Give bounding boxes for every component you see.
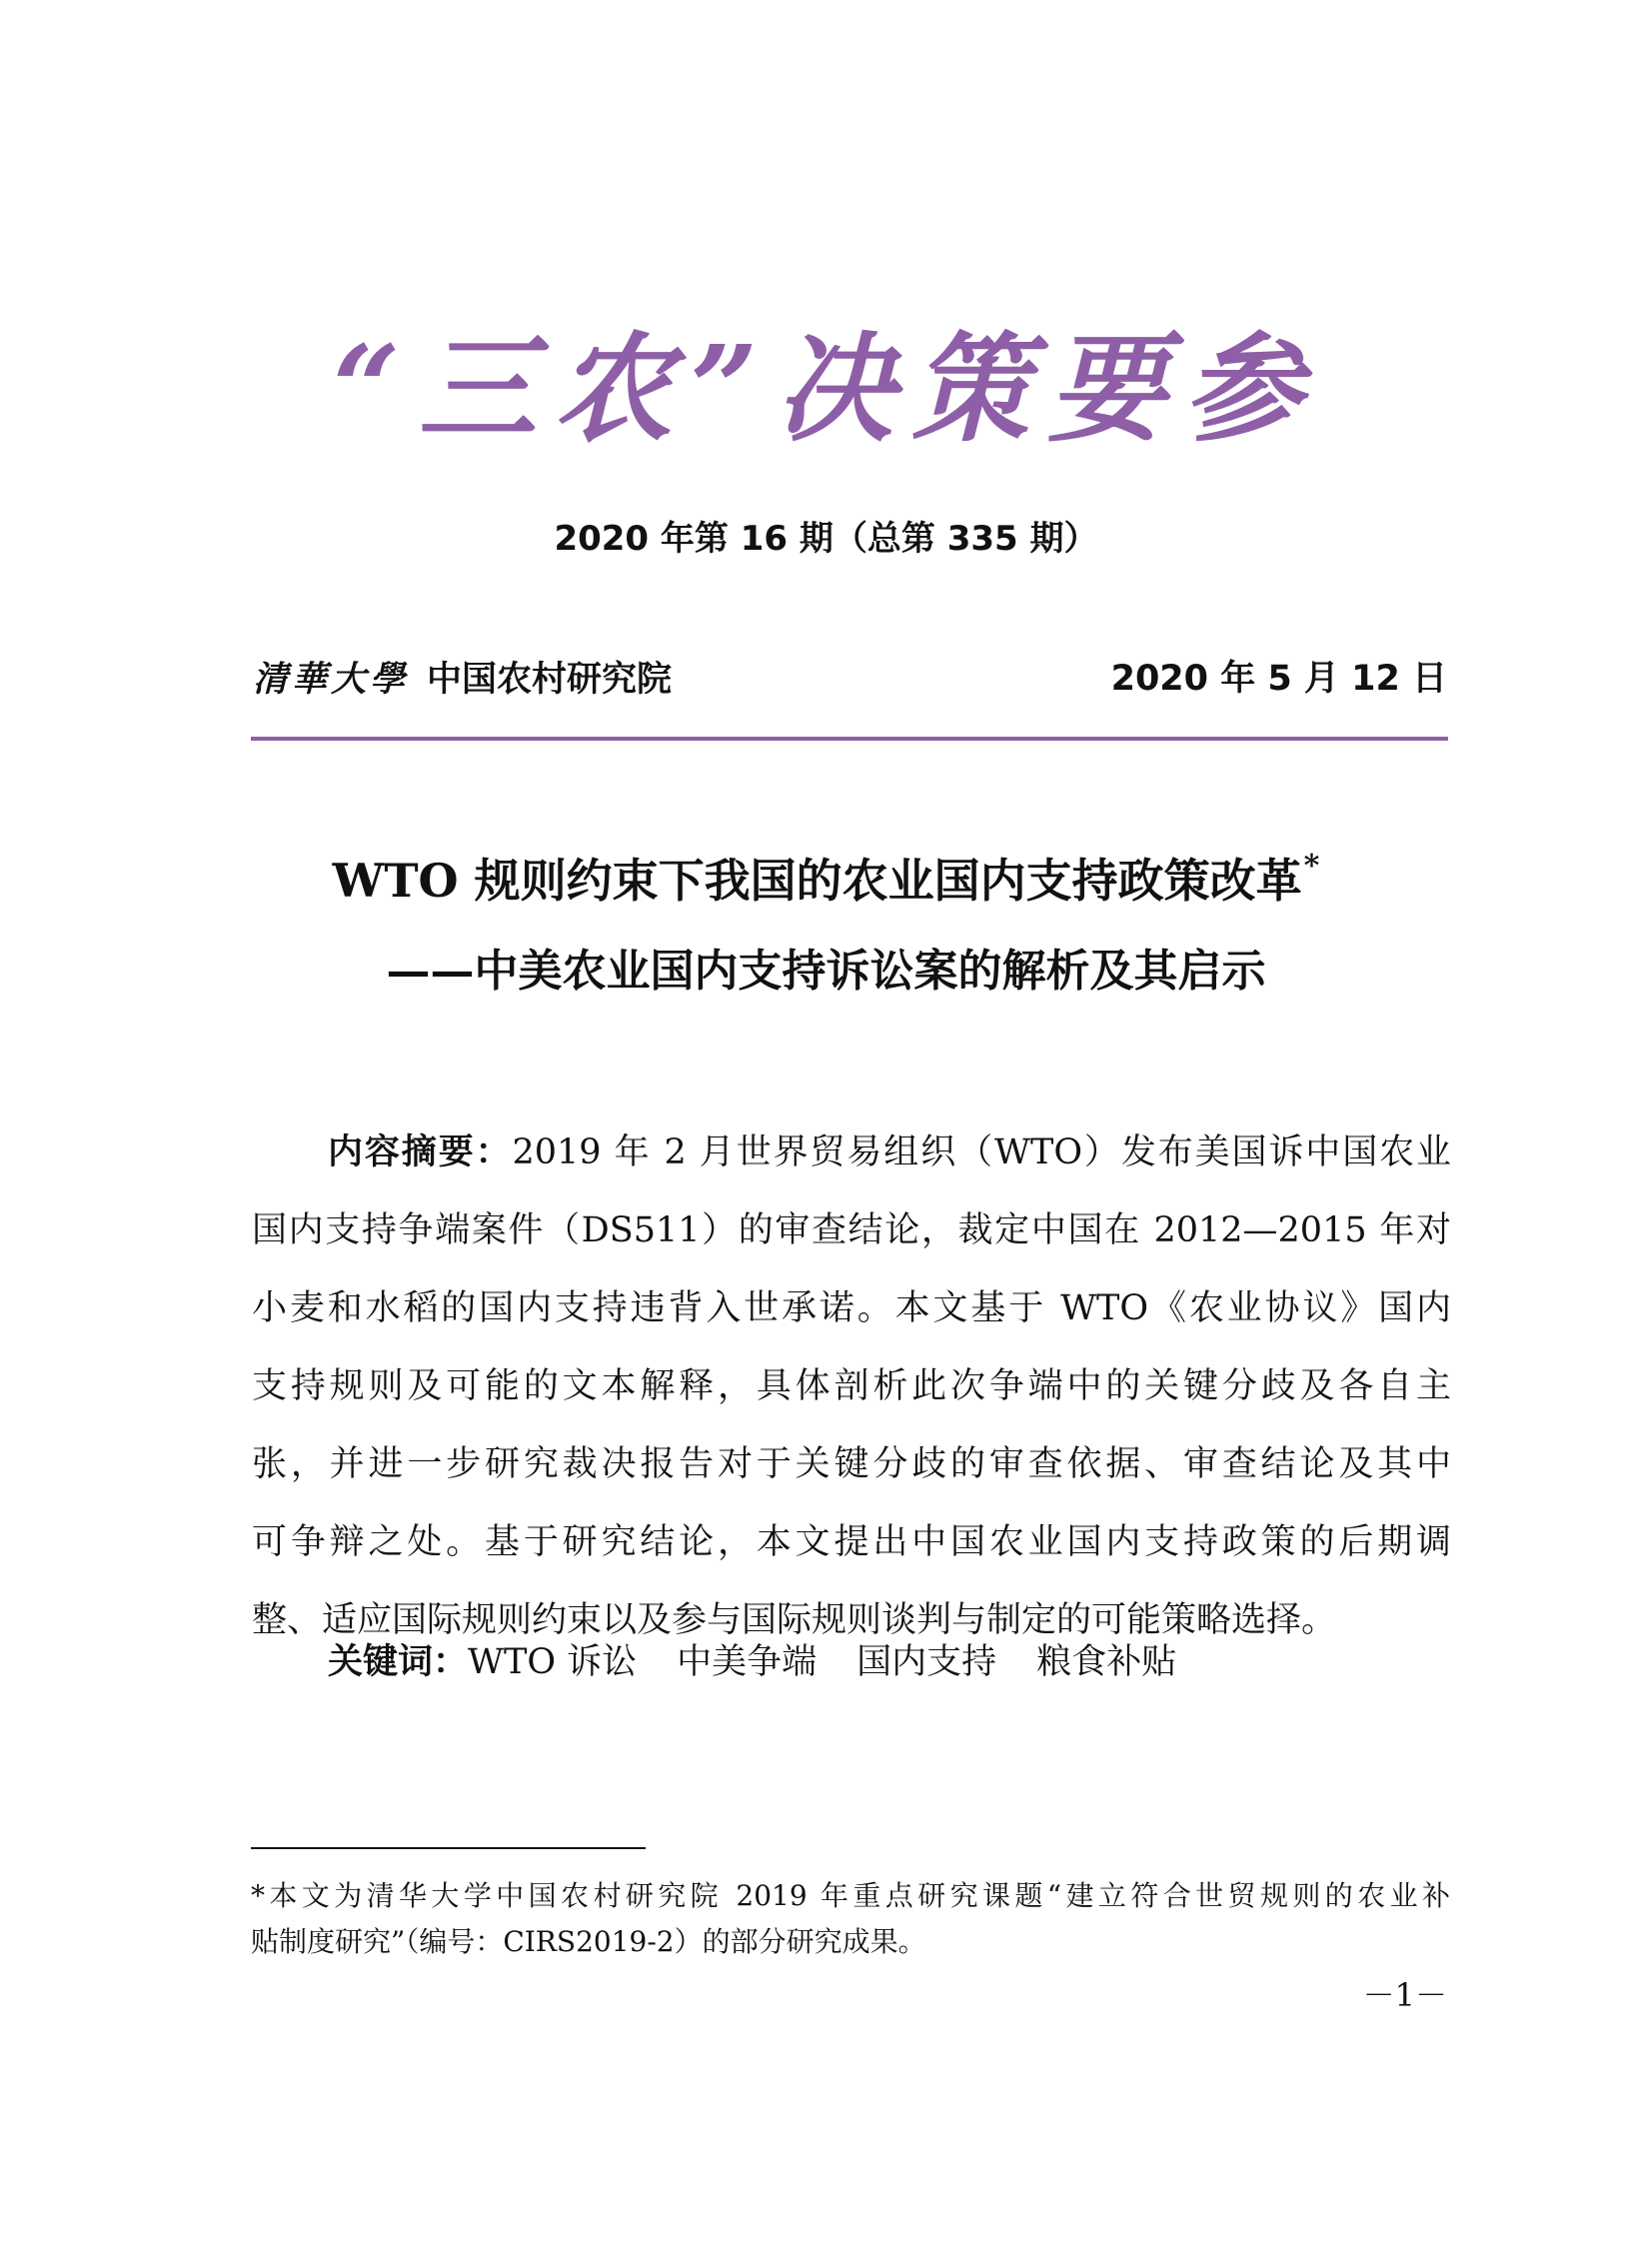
page-number: －1－ bbox=[1362, 1976, 1447, 2014]
footnote-line: 贴制度研究”（编号：CIRS2019-2）的部分研究成果。 bbox=[251, 1925, 926, 1958]
abstract-line: 小麦和水稻的国内支持违背入世承诺。本文基于 WTO《农业协议》国内 bbox=[252, 1288, 1451, 1328]
masthead-title: “三农”决策要参 bbox=[332, 319, 1320, 458]
abstract-line bbox=[252, 1114, 1451, 1191]
footnote-line: *本文为清华大学中国农村研究院 2019 年重点研究课题“建立符合世贸规则的农业补 bbox=[251, 1879, 1450, 1912]
abstract-label: 内容摘要： bbox=[328, 1132, 513, 1172]
abstract-line: 国内支持争端案件（DS511）的审查结论，裁定中国在 2012—2015 年对 bbox=[252, 1210, 1451, 1250]
abstract-line: 可争辩之处。基于研究结论，本文提出中国农业国内支持政策的后期调 bbox=[252, 1522, 1451, 1562]
abstract-text: 2019 年 2 月世界贸易组织（WTO）发布美国诉中国农业 bbox=[512, 1132, 1451, 1172]
keyword: 粮食补贴 bbox=[1036, 1642, 1177, 1682]
publisher bbox=[253, 659, 673, 700]
institute-name: 中国农村研究院 bbox=[427, 660, 673, 700]
article-subtitle: ——中美农业国内支持诉讼案的解析及其启示 bbox=[386, 946, 1266, 997]
university-logo-text: 清華大學 bbox=[253, 659, 410, 700]
abstract-line: 张，并进一步研究裁决报告对于关键分歧的审查依据、审查结论及其中 bbox=[252, 1444, 1451, 1484]
keywords bbox=[328, 1642, 1216, 1682]
footnote-marker: * bbox=[1303, 849, 1320, 884]
abstract bbox=[252, 1114, 1451, 1659]
header-divider bbox=[251, 737, 1448, 741]
keyword: WTO 诉讼 bbox=[468, 1642, 638, 1682]
publish-date: 2020 年 5 月 12 日 bbox=[1110, 659, 1447, 699]
article-title bbox=[0, 849, 1652, 908]
issue-number: 2020 年第 16 期（总第 335 期） bbox=[554, 519, 1098, 559]
footnote bbox=[251, 1873, 1450, 1965]
article-title-text: WTO 规则约束下我国的农业国内支持政策改革 bbox=[332, 854, 1302, 908]
keywords-label: 关键词： bbox=[328, 1642, 469, 1682]
abstract-line: 整、适应国际规则约束以及参与国际规则谈判与制定的可能策略选择。 bbox=[252, 1600, 1337, 1640]
keyword: 中美争端 bbox=[677, 1642, 818, 1682]
abstract-line: 支持规则及可能的文本解释，具体剖析此次争端中的关键分歧及各自主 bbox=[252, 1366, 1451, 1406]
keyword: 国内支持 bbox=[856, 1642, 997, 1682]
footnote-divider bbox=[251, 1847, 646, 1849]
